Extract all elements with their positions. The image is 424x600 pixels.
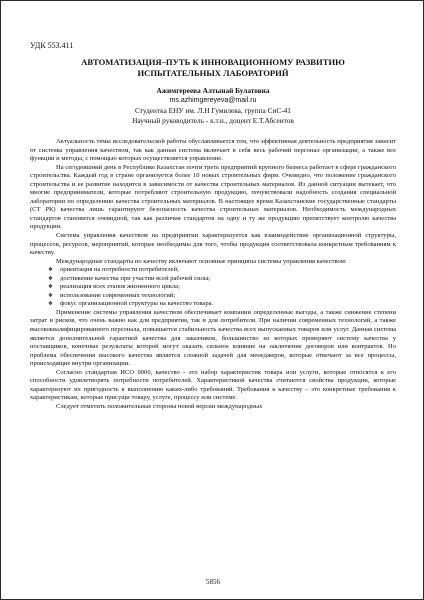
body-paragraph: Следует отметить положительные стороны новой версии международных bbox=[56, 402, 263, 410]
author-affiliation: Студентка ЕНУ им. Л.Н Гумилева, группа СиС-41 bbox=[135, 106, 291, 115]
paper-title-line-2: ИСПЫТАТЕЛЬНЫХ ЛАБОРАТОРИЙ bbox=[137, 67, 289, 78]
author-name: Ажимгереева Алтынай Булатовна bbox=[156, 86, 270, 95]
list-item: ❖ фокус организационной структуры на качество товара. bbox=[60, 300, 396, 309]
author-block bbox=[41, 86, 385, 126]
page-number: 5856 bbox=[206, 578, 220, 586]
body-paragraph: Система управления качеством на предприятии характеризуется как взаимодействие организационной структуры, процессов, ресурсов, мероприятий, которые необходимы для того, чтобы продукция соответствовала конкретным требованиям к качеству. bbox=[30, 232, 396, 257]
body-paragraph: Актуальность темы исследовательской работы обуславливается тем, что эффективная деятельность предприятия зависит от системы управления качеством, так как данная система включает в себя весь рабочий персонал организации, а также все функции и методы, с помощью которых осуществляется управление. bbox=[30, 138, 396, 163]
article-body bbox=[30, 138, 396, 412]
body-paragraph: Согласно стандартам ИСО 9000, качество - это набор характеристик товара или услуги, которые относятся к его способности удовлетворять потребности потребителей. Характеристикой качества считаются свойства продукции, которые характеризуют их пригодность к выполнению каких-либо требований. Требования к качеству – это конкретные требования к характеристикам, которые присущи товару, услуге, процессу или системе. bbox=[30, 368, 396, 402]
author-email: ms.azhimgereyeva@mail.ru bbox=[169, 97, 257, 104]
body-paragraph: На сегодняшний день в Республике Казахстан почти треть предприятий крупного бизнеса работает в сфере гражданского строительства. Каждый год в стране организуется более 10 новых строительных фирм. Очевидно, что положение гражданского строительства и ее развитие находится в зависимости от качества строительных материалов. Из данной ситуации вытекает, что многие предприниматели, которые потребляют строительную продукцию, почувствовали надобность создания специальной лаборатории по определению качества строительных материалов. В настоящее время Казахстанские государственные стандарты (СТ РК) качества лишь гарантируют безопасность качества строительных материалов. Необходимость международных стандартов становится очевидной, так как различия стандартов на одну и ту же продукцию препятствует контролю качества продукции. bbox=[30, 163, 396, 231]
list-item: ❖ ориентация на потребности потребителей; bbox=[60, 266, 396, 275]
body-paragraph: Применение системы управления качеством обеспечивает компании определенные выгоды, а также снижение степени затрат и рисков, что очень важно как для предприятия, так и для потребителя. При наличии современных технологий, а также высококвалифицированного персонала, повышается стабильность качества всех выпускаемых товаров или услуг. Данная система является дополнительной гарантией качества для заказчиков, большинство из которых проверяют систему качества у поставщиков, конечные результаты которой могут оказать сильное влияние на заключение договоров или контрактов. Но проблема обеспечения высокого качества является сложной задачей для менеджеров, которые отвечают за все процессы, происходящие внутри организации. bbox=[30, 308, 396, 368]
body-paragraph: Международные стандарты по качеству включают основные принципы системы управления качеством: bbox=[56, 257, 347, 265]
list-item: ❖ использование современных технологий; bbox=[60, 292, 396, 301]
principles-list bbox=[30, 266, 396, 309]
udk-code: УДК 553.411 bbox=[30, 41, 74, 50]
paper-title bbox=[41, 57, 385, 78]
scientific-supervisor: Научный руководитель - к.т.н., доцент Е.Т.Абсеитов bbox=[132, 116, 294, 125]
list-item: ❖ достижение качества при участии всей рабочей силы; bbox=[60, 275, 396, 284]
list-item: ❖ реализация всех этапов жизненного цикла; bbox=[60, 283, 396, 292]
paper-title-line-1: АВТОМАТИЗАЦИЯ–ПУТЬ К ИННОВАЦИОННОМУ РАЗВИТИЮ bbox=[81, 57, 345, 67]
